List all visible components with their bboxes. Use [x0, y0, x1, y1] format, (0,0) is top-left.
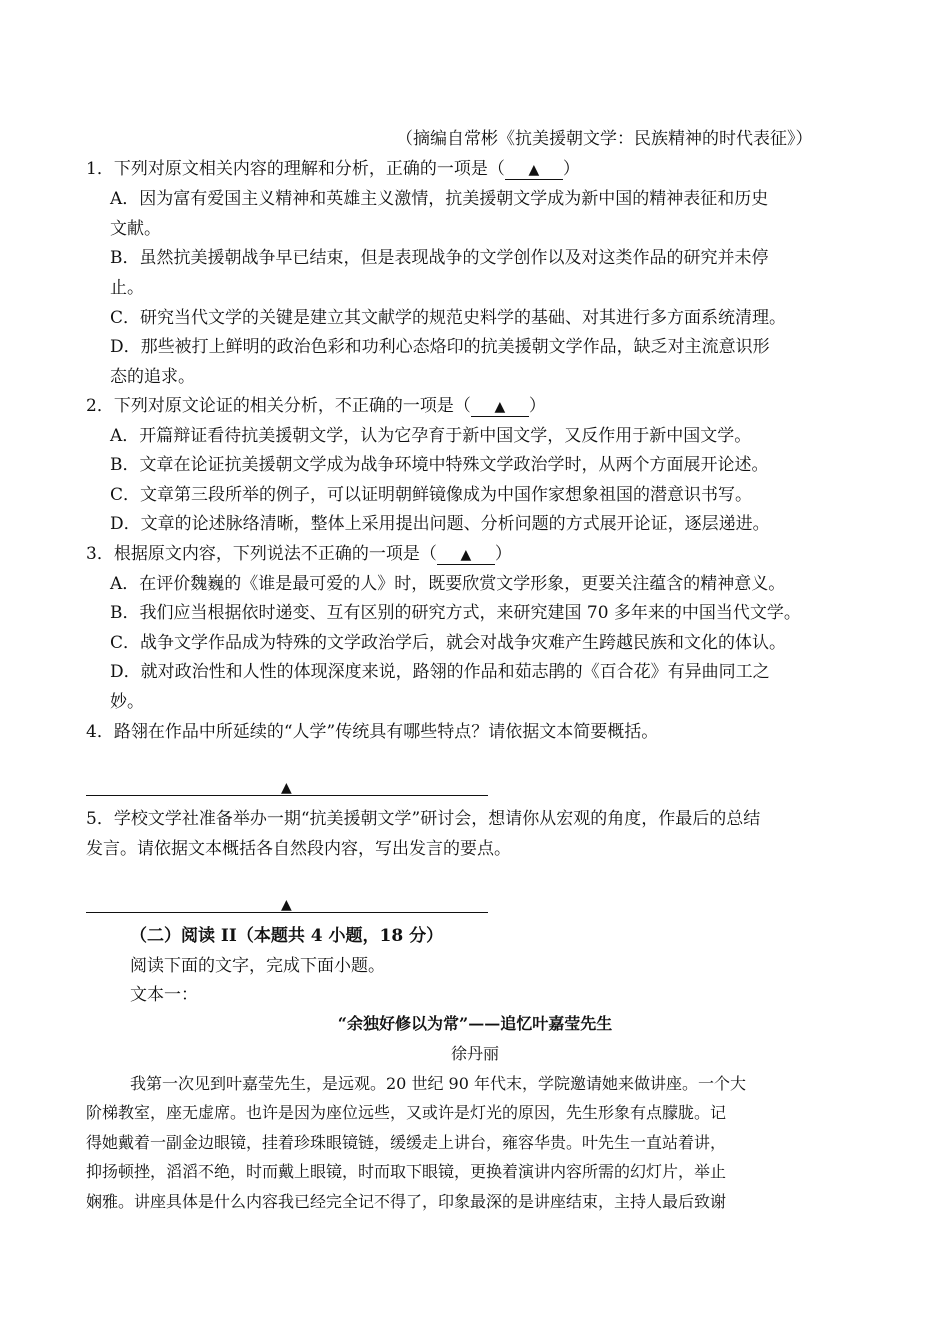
q4-answer-line[interactable]: [86, 795, 488, 796]
q1-option-d-cont: 态的追求。: [110, 367, 195, 387]
q2-option-d: D．文章的论述脉络清晰，整体上采用提出问题、分析问题的方式展开论证，逐层递进。: [110, 514, 770, 534]
answer-blank[interactable]: ▲: [437, 546, 495, 565]
q3-option-d: D．就对政治性和人性的体现深度来说，路翎的作品和茹志鹃的《百合花》有异曲同工之: [110, 662, 770, 682]
article-paragraph-line: 得她戴着一副金边眼镜，挂着珍珠眼镜链，缓缓走上讲台，雍容华贵。叶先生一直站着讲，: [86, 1133, 727, 1152]
q3-option-d-cont: 妙。: [110, 692, 144, 712]
article-paragraph-line: 娴雅。讲座具体是什么内容我已经完全记不得了，印象最深的是讲座结束，主持人最后致谢: [86, 1192, 727, 1211]
article-paragraph-line: 我第一次见到叶嘉莹先生，是远观。20 世纪 90 年代末，学院邀请她来做讲座。一个大: [130, 1074, 746, 1093]
section-heading: （二）阅读 II（本题共 4 小题，18 分）: [130, 926, 444, 946]
q2-option-c: C．文章第三段所举的例子，可以证明朝鲜镜像成为中国作家想象祖国的潜意识书写。: [110, 485, 753, 505]
answer-blank[interactable]: ▲: [505, 161, 563, 180]
section-instruction: 阅读下面的文字，完成下面小题。: [130, 956, 385, 976]
q1-option-a-cont: 文献。: [110, 219, 161, 239]
question-5-stem-cont: 发言。请依据文本概括各自然段内容，写出发言的要点。: [86, 839, 511, 859]
question-5-stem: 5．学校文学社准备举办一期“抗美援朝文学”研讨会，想请你从宏观的角度，作最后的总结: [86, 809, 761, 829]
answer-blank[interactable]: ▲: [471, 398, 529, 417]
q3-option-a: A．在评价魏巍的《谁是最可爱的人》时，既要欣赏文学形象，更要关注蕴含的精神意义。: [110, 574, 786, 594]
article-paragraph-line: 阶梯教室，座无虚席。也许是因为座位远些，又或许是灯光的原因，先生形象有点朦胧。记: [86, 1103, 727, 1122]
q1-option-b: B．虽然抗美援朝战争早已结束，但是表现战争的文学创作以及对这类作品的研究并未停: [110, 248, 769, 268]
q3-option-b: B．我们应当根据依时递变、互有区别的研究方式，来研究建国 70 多年来的中国当代文学。: [110, 603, 801, 623]
question-2-stem: 2．下列对原文论证的相关分析，不正确的一项是（ ▲ ）: [86, 396, 546, 416]
q2-option-a: A．开篇辩证看待抗美援朝文学，认为它孕育于新中国文学，又反作用于新中国文学。: [110, 426, 752, 446]
article-author: 徐丹丽: [450, 1044, 499, 1063]
q3-option-c: C．战争文学作品成为特殊的文学政治学后，就会对战争灾难产生跨越民族和文化的体认。: [110, 633, 787, 653]
question-4-stem: 4．路翎在作品中所延续的“人学”传统具有哪些特点？请依据文本简要概括。: [86, 722, 659, 742]
question-3-stem: 3．根据原文内容，下列说法不正确的一项是（ ▲ ）: [86, 544, 512, 564]
question-1-stem: 1．下列对原文相关内容的理解和分析，正确的一项是（ ▲ ）: [86, 159, 580, 179]
q1-option-c: C．研究当代文学的关键是建立其文献学的规范史料学的基础、对其进行多方面系统清理。: [110, 308, 787, 328]
q1-option-d: D．那些被打上鲜明的政治色彩和功利心态烙印的抗美援朝文学作品，缺乏对主流意识形: [110, 337, 770, 357]
article-title: “余独好修以为常”——追忆叶嘉莹先生: [337, 1014, 613, 1033]
answer-marker: ▲: [281, 780, 292, 796]
q1-option-a: A．因为富有爱国主义精神和英雄主义激情，抗美援朝文学成为新中国的精神表征和历史: [110, 189, 769, 209]
q1-option-b-cont: 止。: [110, 278, 144, 298]
answer-marker: ▲: [281, 897, 292, 913]
source-citation: （摘编自常彬《抗美援朝文学：民族精神的时代表征》）: [396, 129, 813, 149]
q2-option-b: B．文章在论证抗美援朝文学成为战争环境中特殊文学政治学时，从两个方面展开论述。: [110, 455, 769, 475]
article-paragraph-line: 抑扬顿挫，滔滔不绝，时而戴上眼镜，时而取下眼镜，更换着演讲内容所需的幻灯片，举止: [86, 1162, 727, 1181]
text-label: 文本一：: [130, 985, 198, 1005]
q5-answer-line[interactable]: [86, 912, 488, 913]
